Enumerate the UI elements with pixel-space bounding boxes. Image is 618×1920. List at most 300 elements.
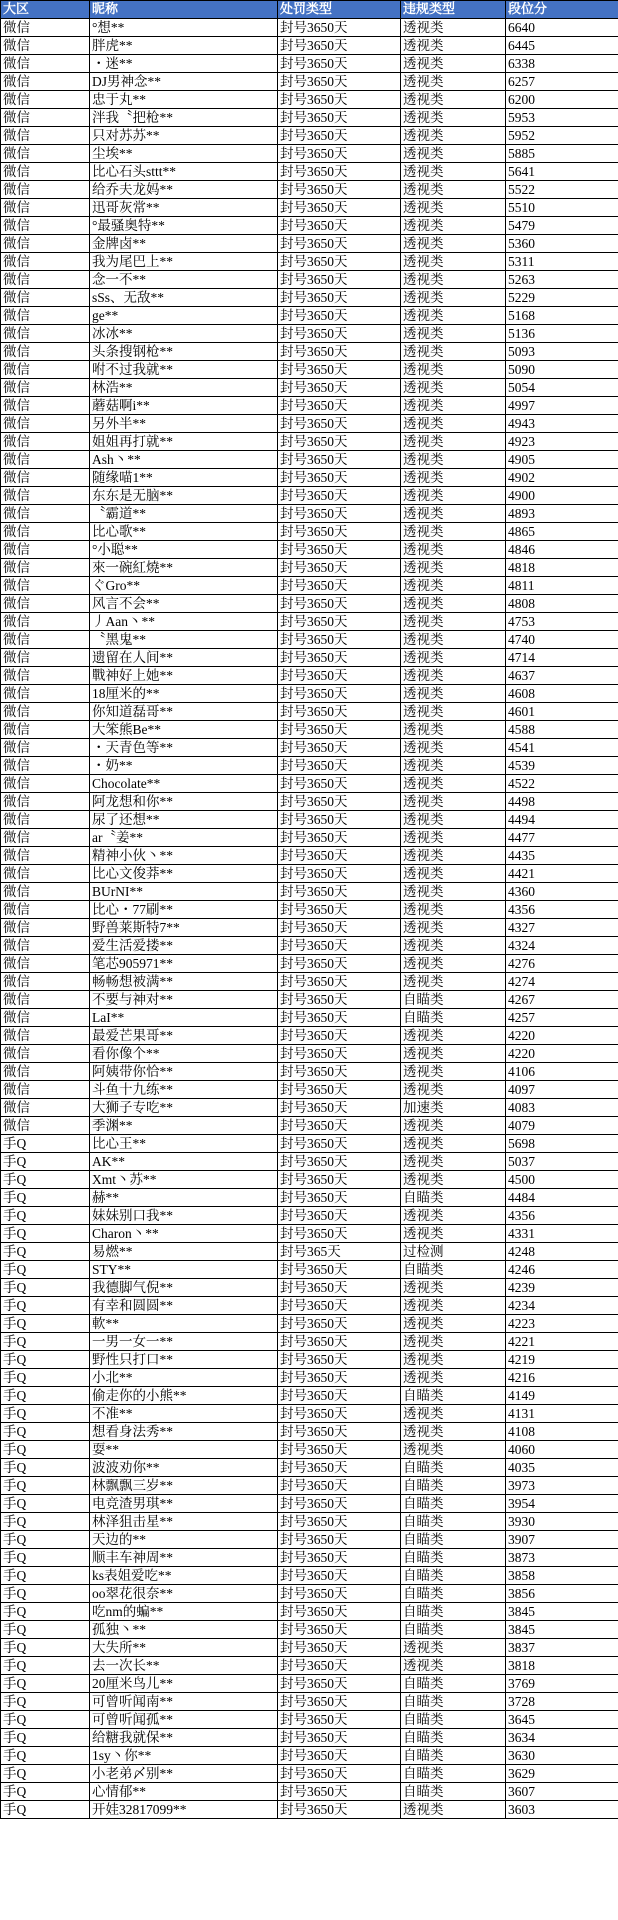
table-row	[1, 1549, 618, 1567]
region-cell: 微信	[1, 505, 90, 523]
table-row	[1, 1405, 618, 1423]
nickname-cell: ar〝姜**	[90, 829, 278, 847]
rank-score-cell: 4220	[506, 1045, 618, 1063]
nickname-cell: 给乔夫龙妈**	[90, 181, 278, 199]
nickname-cell: 赫**	[90, 1189, 278, 1207]
nickname-cell: 看你像个**	[90, 1045, 278, 1063]
region-cell: 手Q	[1, 1135, 90, 1153]
penalty-type-cell: 封号3650天	[278, 793, 401, 811]
penalty-type-cell: 封号3650天	[278, 1765, 401, 1783]
table-row	[1, 73, 618, 91]
region-cell: 手Q	[1, 1333, 90, 1351]
nickname-cell: 大笨熊Be**	[90, 721, 278, 739]
nickname-cell: sSs、无敌**	[90, 289, 278, 307]
rank-score-cell: 5311	[506, 253, 618, 271]
region-cell: 微信	[1, 721, 90, 739]
violation-type-cell: 透视类	[401, 55, 506, 73]
table-row	[1, 415, 618, 433]
violation-type-cell: 透视类	[401, 253, 506, 271]
nickname-cell: DJ男神念**	[90, 73, 278, 91]
region-cell: 微信	[1, 127, 90, 145]
table-row	[1, 1243, 618, 1261]
table-row	[1, 289, 618, 307]
violation-type-cell: 透视类	[401, 361, 506, 379]
region-cell: 手Q	[1, 1297, 90, 1315]
penalty-type-cell: 封号3650天	[278, 1081, 401, 1099]
rank-score-cell: 4846	[506, 541, 618, 559]
region-cell: 微信	[1, 559, 90, 577]
violation-type-cell: 透视类	[401, 415, 506, 433]
region-cell: 手Q	[1, 1657, 90, 1675]
table-row	[1, 703, 618, 721]
penalty-type-cell: 封号3650天	[278, 217, 401, 235]
violation-type-cell: 透视类	[401, 451, 506, 469]
penalty-type-cell: 封号3650天	[278, 937, 401, 955]
table-row	[1, 271, 618, 289]
region-cell: 微信	[1, 883, 90, 901]
penalty-type-cell: 封号3650天	[278, 1009, 401, 1027]
nickname-cell: 去一次长**	[90, 1657, 278, 1675]
rank-score-cell: 4753	[506, 613, 618, 631]
penalty-type-cell: 封号3650天	[278, 163, 401, 181]
violation-type-cell: 透视类	[401, 919, 506, 937]
nickname-cell: 〝霸道**	[90, 505, 278, 523]
table-row	[1, 1693, 618, 1711]
table-row	[1, 667, 618, 685]
penalty-type-cell: 封号3650天	[278, 361, 401, 379]
violation-type-cell: 透视类	[401, 595, 506, 613]
violation-type-cell: 透视类	[401, 613, 506, 631]
rank-score-cell: 5953	[506, 109, 618, 127]
nickname-cell: ・奶**	[90, 757, 278, 775]
penalty-type-cell: 封号3650天	[278, 829, 401, 847]
rank-score-cell: 3728	[506, 1693, 618, 1711]
nickname-cell: 偷走你的小熊**	[90, 1387, 278, 1405]
rank-score-cell: 4588	[506, 721, 618, 739]
nickname-cell: Chocolate**	[90, 775, 278, 793]
violation-type-cell: 透视类	[401, 1045, 506, 1063]
nickname-cell: 姐姐再打就**	[90, 433, 278, 451]
rank-score-cell: 3607	[506, 1783, 618, 1801]
nickname-cell: ge**	[90, 307, 278, 325]
table-row	[1, 919, 618, 937]
rank-score-cell: 4239	[506, 1279, 618, 1297]
nickname-cell: ks表姐爱吃**	[90, 1567, 278, 1585]
penalty-type-cell: 封号3650天	[278, 667, 401, 685]
nickname-cell: 大失所**	[90, 1639, 278, 1657]
rank-score-cell: 4106	[506, 1063, 618, 1081]
violation-type-cell: 透视类	[401, 1153, 506, 1171]
rank-score-cell: 4818	[506, 559, 618, 577]
violation-type-cell: 透视类	[401, 1657, 506, 1675]
violation-type-cell: 自瞄类	[401, 1621, 506, 1639]
rank-score-cell: 3769	[506, 1675, 618, 1693]
table-row	[1, 1207, 618, 1225]
rank-score-cell: 4234	[506, 1297, 618, 1315]
region-cell: 微信	[1, 397, 90, 415]
rank-score-cell: 4477	[506, 829, 618, 847]
rank-score-cell: 4900	[506, 487, 618, 505]
table-row	[1, 1729, 618, 1747]
penalty-type-cell: 封号3650天	[278, 145, 401, 163]
region-cell: 微信	[1, 1063, 90, 1081]
penalty-type-cell: 封号3650天	[278, 721, 401, 739]
rank-score-cell: 4608	[506, 685, 618, 703]
rank-score-cell: 5885	[506, 145, 618, 163]
violation-type-cell: 透视类	[401, 757, 506, 775]
penalty-type-cell: 封号3650天	[278, 613, 401, 631]
rank-score-cell: 4943	[506, 415, 618, 433]
table-row	[1, 379, 618, 397]
penalty-type-cell: 封号3650天	[278, 595, 401, 613]
penalty-type-cell: 封号365天	[278, 1243, 401, 1261]
region-cell: 微信	[1, 523, 90, 541]
table-row	[1, 1567, 618, 1585]
rank-score-cell: 4216	[506, 1369, 618, 1387]
table-row	[1, 1099, 618, 1117]
table-row	[1, 1279, 618, 1297]
table-row	[1, 127, 618, 145]
nickname-cell: °小聪**	[90, 541, 278, 559]
table-row	[1, 1531, 618, 1549]
region-cell: 微信	[1, 541, 90, 559]
rank-score-cell: 4131	[506, 1405, 618, 1423]
penalty-type-cell: 封号3650天	[278, 1387, 401, 1405]
nickname-cell: 斗鱼十九练**	[90, 1081, 278, 1099]
nickname-cell: 野性只打口**	[90, 1351, 278, 1369]
nickname-cell: 想看身法秀**	[90, 1423, 278, 1441]
rank-score-cell: 5037	[506, 1153, 618, 1171]
table-row	[1, 613, 618, 631]
violation-type-cell: 透视类	[401, 127, 506, 145]
rank-score-cell: 6445	[506, 37, 618, 55]
violation-type-cell: 透视类	[401, 631, 506, 649]
penalty-type-cell: 封号3650天	[278, 1585, 401, 1603]
violation-type-cell: 透视类	[401, 91, 506, 109]
violation-type-cell: 透视类	[401, 181, 506, 199]
penalty-type-cell: 封号3650天	[278, 757, 401, 775]
header-penalty-type: 处罚类型	[278, 1, 401, 19]
table-row	[1, 541, 618, 559]
table-row	[1, 775, 618, 793]
table-row	[1, 1423, 618, 1441]
table-row	[1, 235, 618, 253]
penalty-type-cell: 封号3650天	[278, 415, 401, 433]
rank-score-cell: 4997	[506, 397, 618, 415]
nickname-cell: 忠于丸**	[90, 91, 278, 109]
region-cell: 手Q	[1, 1243, 90, 1261]
violation-type-cell: 透视类	[401, 37, 506, 55]
nickname-cell: Ash丶**	[90, 451, 278, 469]
penalty-type-cell: 封号3650天	[278, 1189, 401, 1207]
nickname-cell: ・迷**	[90, 55, 278, 73]
table-row	[1, 505, 618, 523]
nickname-cell: 季渊**	[90, 1117, 278, 1135]
region-cell: 微信	[1, 685, 90, 703]
penalty-type-cell: 封号3650天	[278, 1459, 401, 1477]
violation-type-cell: 透视类	[401, 1081, 506, 1099]
violation-type-cell: 透视类	[401, 343, 506, 361]
penalty-type-cell: 封号3650天	[278, 451, 401, 469]
region-cell: 微信	[1, 631, 90, 649]
violation-type-cell: 透视类	[401, 1639, 506, 1657]
penalty-type-cell: 封号3650天	[278, 1747, 401, 1765]
rank-score-cell: 4276	[506, 955, 618, 973]
violation-type-cell: 透视类	[401, 163, 506, 181]
rank-score-cell: 5136	[506, 325, 618, 343]
region-cell: 微信	[1, 703, 90, 721]
rank-score-cell: 4923	[506, 433, 618, 451]
rank-score-cell: 4220	[506, 1027, 618, 1045]
violation-type-cell: 透视类	[401, 487, 506, 505]
violation-type-cell: 自瞄类	[401, 1189, 506, 1207]
violation-type-cell: 自瞄类	[401, 991, 506, 1009]
table-row	[1, 1009, 618, 1027]
rank-score-cell: 3603	[506, 1801, 618, 1819]
rank-score-cell: 4149	[506, 1387, 618, 1405]
rank-score-cell: 4274	[506, 973, 618, 991]
penalty-type-cell: 封号3650天	[278, 1711, 401, 1729]
table-row	[1, 1603, 618, 1621]
penalty-type-cell: 封号3650天	[278, 775, 401, 793]
table-row	[1, 19, 618, 37]
violation-type-cell: 透视类	[401, 847, 506, 865]
region-cell: 微信	[1, 811, 90, 829]
penalty-type-cell: 封号3650天	[278, 1261, 401, 1279]
nickname-cell: 耍**	[90, 1441, 278, 1459]
penalty-type-cell: 封号3650天	[278, 1405, 401, 1423]
nickname-cell: 尘埃**	[90, 145, 278, 163]
violation-type-cell: 透视类	[401, 19, 506, 37]
table-row	[1, 685, 618, 703]
penalty-type-cell: 封号3650天	[278, 1279, 401, 1297]
nickname-cell: 可曾听闻南**	[90, 1693, 278, 1711]
rank-score-cell: 3873	[506, 1549, 618, 1567]
violation-type-cell: 透视类	[401, 325, 506, 343]
rank-score-cell: 6640	[506, 19, 618, 37]
table-row	[1, 577, 618, 595]
nickname-cell: ぐGro**	[90, 577, 278, 595]
violation-type-cell: 自瞄类	[401, 1567, 506, 1585]
region-cell: 微信	[1, 829, 90, 847]
rank-score-cell: 5698	[506, 1135, 618, 1153]
table-row	[1, 469, 618, 487]
violation-type-cell: 自瞄类	[401, 1387, 506, 1405]
region-cell: 微信	[1, 271, 90, 289]
region-cell: 微信	[1, 325, 90, 343]
nickname-cell: 心情郁**	[90, 1783, 278, 1801]
violation-type-cell: 透视类	[401, 649, 506, 667]
violation-type-cell: 加速类	[401, 1099, 506, 1117]
violation-type-cell: 自瞄类	[401, 1009, 506, 1027]
region-cell: 手Q	[1, 1621, 90, 1639]
nickname-cell: 小老弟〆别**	[90, 1765, 278, 1783]
rank-score-cell: 5054	[506, 379, 618, 397]
nickname-cell: 來一碗紅燒**	[90, 559, 278, 577]
penalty-type-cell: 封号3650天	[278, 91, 401, 109]
penalty-type-cell: 封号3650天	[278, 1171, 401, 1189]
violation-type-cell: 透视类	[401, 469, 506, 487]
region-cell: 微信	[1, 145, 90, 163]
table-row	[1, 163, 618, 181]
table-row	[1, 253, 618, 271]
violation-type-cell: 透视类	[401, 1063, 506, 1081]
header-nickname: 昵称	[90, 1, 278, 19]
table-row	[1, 1657, 618, 1675]
table-row	[1, 1459, 618, 1477]
penalty-type-cell: 封号3650天	[278, 901, 401, 919]
region-cell: 微信	[1, 343, 90, 361]
table-row	[1, 1621, 618, 1639]
region-cell: 手Q	[1, 1585, 90, 1603]
penalty-type-cell: 封号3650天	[278, 1099, 401, 1117]
nickname-cell: 冰冰**	[90, 325, 278, 343]
region-cell: 微信	[1, 361, 90, 379]
rank-score-cell: 4905	[506, 451, 618, 469]
rank-score-cell: 4435	[506, 847, 618, 865]
penalty-type-cell: 封号3650天	[278, 991, 401, 1009]
header-rank-score: 段位分	[506, 1, 618, 19]
region-cell: 微信	[1, 109, 90, 127]
violation-type-cell: 透视类	[401, 505, 506, 523]
table-row	[1, 1351, 618, 1369]
region-cell: 手Q	[1, 1387, 90, 1405]
region-cell: 微信	[1, 937, 90, 955]
header-row	[1, 1, 618, 19]
region-cell: 微信	[1, 901, 90, 919]
penalty-type-cell: 封号3650天	[278, 1513, 401, 1531]
penalty-type-cell: 封号3650天	[278, 379, 401, 397]
violation-type-cell: 透视类	[401, 1441, 506, 1459]
rank-score-cell: 4541	[506, 739, 618, 757]
penalty-type-cell: 封号3650天	[278, 181, 401, 199]
region-cell: 微信	[1, 19, 90, 37]
rank-score-cell: 3645	[506, 1711, 618, 1729]
violation-type-cell: 透视类	[401, 1117, 506, 1135]
region-cell: 手Q	[1, 1495, 90, 1513]
region-cell: 手Q	[1, 1747, 90, 1765]
region-cell: 手Q	[1, 1513, 90, 1531]
penalty-type-cell: 封号3650天	[278, 1423, 401, 1441]
rank-score-cell: 4267	[506, 991, 618, 1009]
table-row	[1, 649, 618, 667]
region-cell: 微信	[1, 739, 90, 757]
table-row	[1, 109, 618, 127]
nickname-cell: 泮我〝把枪**	[90, 109, 278, 127]
penalty-type-cell: 封号3650天	[278, 1441, 401, 1459]
nickname-cell: 孤独丶**	[90, 1621, 278, 1639]
violation-type-cell: 透视类	[401, 937, 506, 955]
nickname-cell: 头条搜钢枪**	[90, 343, 278, 361]
rank-score-cell: 6257	[506, 73, 618, 91]
violation-type-cell: 透视类	[401, 703, 506, 721]
nickname-cell: 我为尾巴上**	[90, 253, 278, 271]
table-row	[1, 55, 618, 73]
nickname-cell: 有幸和圆圆**	[90, 1297, 278, 1315]
rank-score-cell: 5263	[506, 271, 618, 289]
nickname-cell: °想**	[90, 19, 278, 37]
violation-type-cell: 透视类	[401, 811, 506, 829]
rank-score-cell: 4811	[506, 577, 618, 595]
nickname-cell: 蘑菇啊i**	[90, 397, 278, 415]
nickname-cell: 不要与神对**	[90, 991, 278, 1009]
rank-score-cell: 4601	[506, 703, 618, 721]
rank-score-cell: 3630	[506, 1747, 618, 1765]
nickname-cell: 迅哥灰常**	[90, 199, 278, 217]
penalty-type-cell: 封号3650天	[278, 289, 401, 307]
region-cell: 手Q	[1, 1801, 90, 1819]
violation-type-cell: 透视类	[401, 1369, 506, 1387]
rank-score-cell: 5093	[506, 343, 618, 361]
rank-score-cell: 3858	[506, 1567, 618, 1585]
penalty-type-cell: 封号3650天	[278, 631, 401, 649]
rank-score-cell: 4257	[506, 1009, 618, 1027]
table-row	[1, 1387, 618, 1405]
region-cell: 微信	[1, 181, 90, 199]
penalty-type-cell: 封号3650天	[278, 19, 401, 37]
region-cell: 微信	[1, 775, 90, 793]
penalty-type-cell: 封号3650天	[278, 433, 401, 451]
nickname-cell: 比心・77刷**	[90, 901, 278, 919]
region-cell: 手Q	[1, 1783, 90, 1801]
violation-type-cell: 自瞄类	[401, 1549, 506, 1567]
region-cell: 微信	[1, 1027, 90, 1045]
region-cell: 手Q	[1, 1765, 90, 1783]
table-row	[1, 1315, 618, 1333]
table-row	[1, 955, 618, 973]
nickname-cell: Xmt丶苏**	[90, 1171, 278, 1189]
penalty-type-cell: 封号3650天	[278, 577, 401, 595]
table-row	[1, 973, 618, 991]
region-cell: 微信	[1, 865, 90, 883]
region-cell: 手Q	[1, 1315, 90, 1333]
violation-type-cell: 透视类	[401, 883, 506, 901]
region-cell: 微信	[1, 235, 90, 253]
nickname-cell: 开娃32817099**	[90, 1801, 278, 1819]
region-cell: 手Q	[1, 1369, 90, 1387]
rank-score-cell: 4248	[506, 1243, 618, 1261]
nickname-cell: 天边的**	[90, 1531, 278, 1549]
nickname-cell: 电竞渣男琪**	[90, 1495, 278, 1513]
rank-score-cell: 5229	[506, 289, 618, 307]
nickname-cell: 另外半**	[90, 415, 278, 433]
rank-score-cell: 4079	[506, 1117, 618, 1135]
penalty-type-cell: 封号3650天	[278, 1495, 401, 1513]
violation-type-cell: 自瞄类	[401, 1783, 506, 1801]
rank-score-cell: 5510	[506, 199, 618, 217]
table-row	[1, 1765, 618, 1783]
nickname-cell: BUrNI**	[90, 883, 278, 901]
penalty-type-cell: 封号3650天	[278, 73, 401, 91]
violation-type-cell: 透视类	[401, 523, 506, 541]
region-cell: 微信	[1, 1009, 90, 1027]
table-row	[1, 1747, 618, 1765]
table-row	[1, 361, 618, 379]
region-cell: 微信	[1, 379, 90, 397]
table-row	[1, 1495, 618, 1513]
region-cell: 微信	[1, 793, 90, 811]
violation-type-cell: 透视类	[401, 1423, 506, 1441]
violation-type-cell: 透视类	[401, 1315, 506, 1333]
nickname-cell: 遗留在人间**	[90, 649, 278, 667]
region-cell: 微信	[1, 55, 90, 73]
penalty-type-cell: 封号3650天	[278, 397, 401, 415]
rank-score-cell: 4327	[506, 919, 618, 937]
header-violation-type: 违规类型	[401, 1, 506, 19]
violation-type-cell: 透视类	[401, 1171, 506, 1189]
nickname-cell: 比心王**	[90, 1135, 278, 1153]
table-row	[1, 1297, 618, 1315]
